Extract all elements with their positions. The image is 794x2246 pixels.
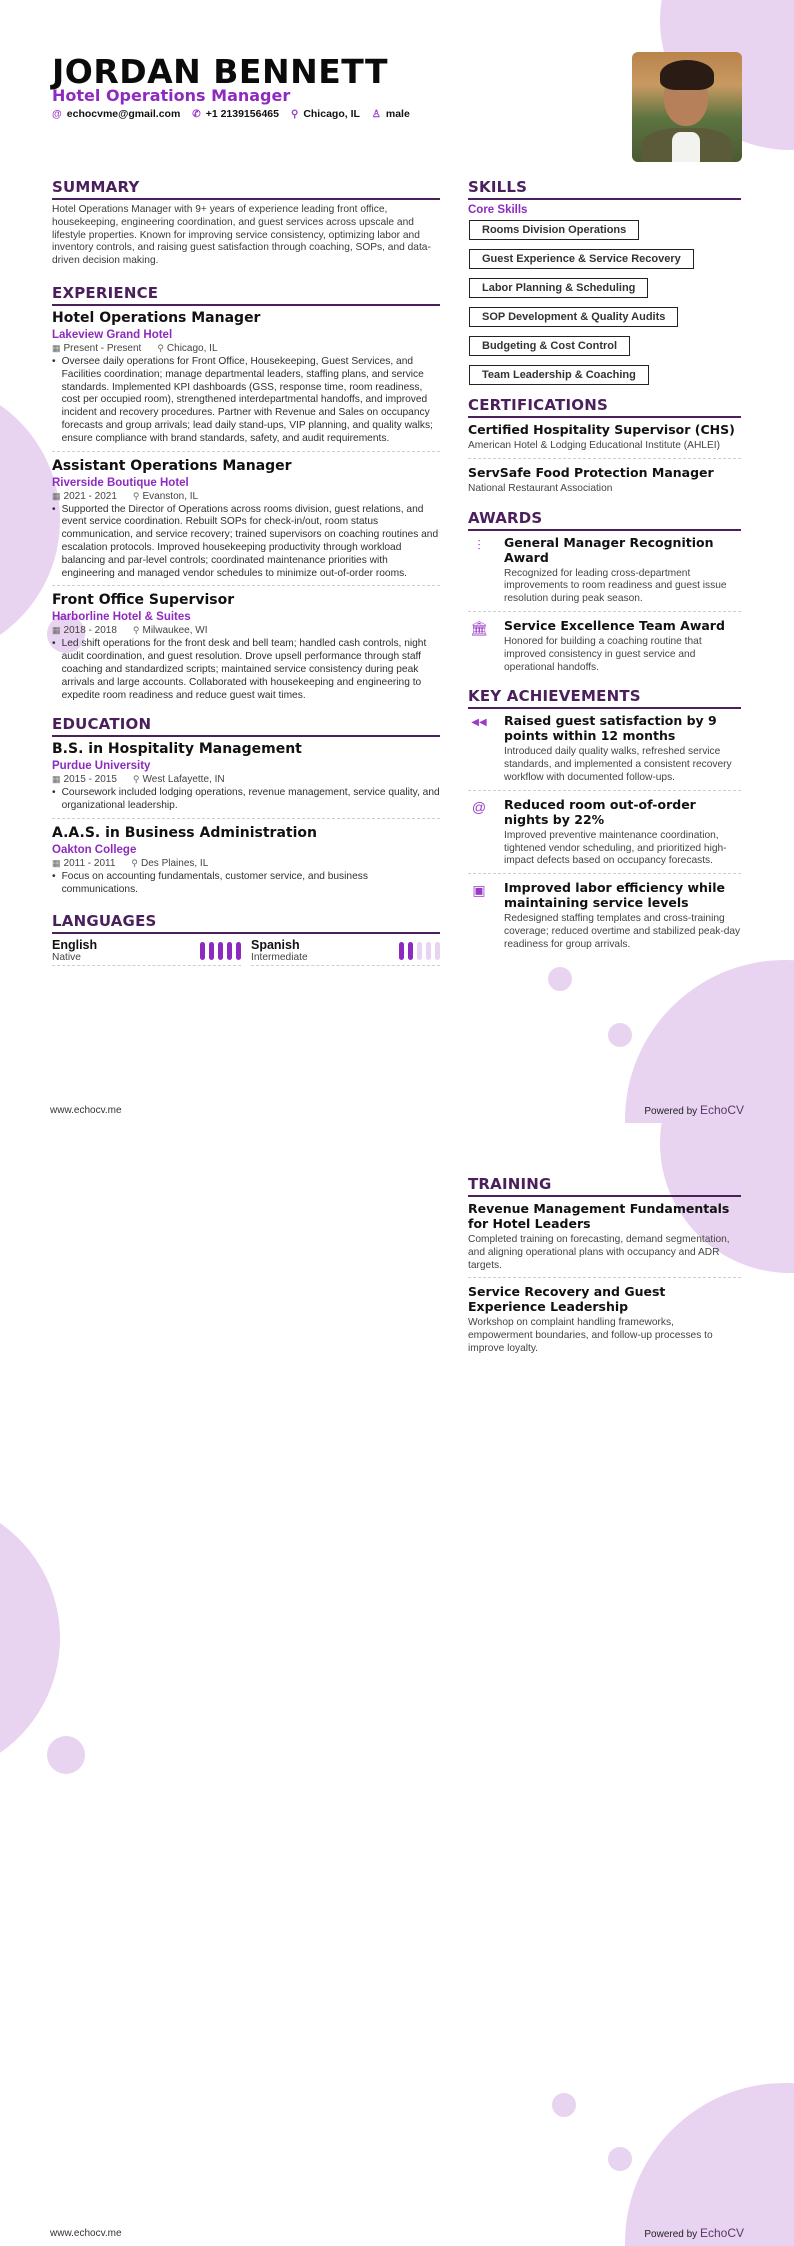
- proficiency-bar: [417, 942, 422, 960]
- right-column-page-2: [468, 1175, 741, 1367]
- footer-website[interactable]: www.echocv.me: [50, 2228, 122, 2239]
- experience-item: [52, 592, 440, 707]
- decor-dot-right-2: [608, 1023, 632, 1047]
- decor-dot-left: [47, 1736, 85, 1774]
- experience-section: [52, 284, 440, 707]
- calendar-icon: ▦: [52, 490, 61, 501]
- location-pin-icon: ⚲: [132, 490, 140, 501]
- employer: Lakeview Grand Hotel: [52, 328, 173, 341]
- decor-dot-right-1: [548, 967, 572, 991]
- calendar-icon: ▦: [52, 774, 61, 785]
- proficiency-bar: [227, 942, 232, 960]
- skill-chip: Team Leadership & Coaching: [469, 365, 649, 385]
- education-location: Des Plaines, IL: [141, 857, 209, 869]
- awards-section: [468, 509, 741, 680]
- footer-powered-by[interactable]: [644, 2226, 744, 2240]
- education-item: [52, 825, 440, 902]
- job-dates: 2021 - 2021: [63, 490, 117, 502]
- phone-icon: ✆: [192, 108, 201, 120]
- contact-phone[interactable]: [192, 108, 279, 120]
- certifications-section: [468, 396, 741, 501]
- at-sign-icon: @: [471, 798, 487, 815]
- experience-heading: EXPERIENCE: [52, 284, 440, 306]
- proficiency-bar: [399, 942, 404, 960]
- email-text: echocvme@gmail.com: [66, 108, 181, 120]
- job-title: Front Office Supervisor: [52, 592, 235, 609]
- training-description: Workshop on complaint handling frameworks, empowerment boundaries, and follow-up processes to improve loyalty.: [468, 1317, 713, 1354]
- awards-heading: AWARDS: [468, 509, 741, 531]
- job-location: Evanston, IL: [142, 490, 199, 502]
- language-name: English: [52, 937, 98, 952]
- contact-gender: [372, 108, 410, 120]
- decor-circle-left: [0, 380, 60, 660]
- skill-chip: Rooms Division Operations: [469, 220, 639, 240]
- language-proficiency-bars: [200, 938, 241, 963]
- proficiency-bar: [236, 942, 241, 960]
- decor-circle-left: [0, 1498, 60, 1778]
- powered-by-text: Powered by: [644, 1106, 698, 1117]
- proficiency-bar: [426, 942, 431, 960]
- achievement-description: Improved preventive maintenance coordination, tightened vendor scheduling, and prioritized high-impact defects based on occupancy forecasts.: [504, 829, 727, 867]
- location-pin-icon: ⚲: [132, 774, 140, 785]
- training-title: Revenue Management Fundamentals for Hotel Leaders: [468, 1201, 730, 1231]
- award-item: [468, 618, 741, 679]
- proficiency-bar: [218, 942, 223, 960]
- location-pin-icon: ⚲: [132, 625, 140, 636]
- certification-item: [468, 422, 741, 459]
- job-meta: [52, 625, 440, 636]
- decor-circle-bottom-right: [625, 2083, 794, 2246]
- skills-heading: SKILLS: [468, 178, 741, 200]
- gender-text: male: [385, 108, 410, 120]
- proficiency-bar: [209, 942, 214, 960]
- achievement-item: [468, 797, 741, 874]
- language-item: [251, 938, 440, 966]
- job-bullet: • Oversee daily operations for Front Office, Housekeeping, Guest Services, and Facilities coordination; manage departmental leaders, staffing plans, and service standards. Implemented KPI dashboards (GSS, response time, room readiness, cost per occupied room), strengthened interdepartmental handoffs, and improved incident and recovery procedures. Partner with Revenue and Sales on occupancy forecasts and group arrivals; lead daily stand-ups, VIP planning, and quality walks; ensure compliance with brand standards, safety, and audit requirements.: [52, 355, 433, 444]
- at-icon: @: [52, 108, 62, 120]
- calendar-icon: ▦: [52, 857, 61, 868]
- contact-email[interactable]: [52, 108, 180, 120]
- experience-item: [52, 458, 440, 587]
- skill-chip: Budgeting & Cost Control: [469, 336, 630, 356]
- location-pin-icon: ⚲: [157, 342, 164, 353]
- certification-title: Certified Hospitality Supervisor (CHS): [468, 422, 735, 437]
- brand-name: EchoCV: [699, 1103, 744, 1117]
- contact-location: [291, 108, 360, 120]
- skill-chip: Labor Planning & Scheduling: [469, 278, 648, 298]
- certification-issuer: National Restaurant Association: [468, 482, 613, 494]
- job-location: Milwaukee, WI: [142, 625, 208, 637]
- training-item: [468, 1284, 741, 1360]
- right-column: [468, 178, 741, 963]
- achievement-description: Introduced daily quality walks, refreshed service standards, and implemented a consistent recovery workflow with documented follow-ups.: [504, 746, 732, 783]
- rewind-icon: ◀◀: [471, 717, 487, 729]
- training-item: [468, 1201, 741, 1278]
- achievement-item: [468, 880, 741, 956]
- education-meta: [52, 858, 440, 869]
- certification-item: [468, 465, 741, 501]
- bank-building-icon: 🏛: [470, 619, 488, 636]
- achievement-title: Improved labor efficiency while maintaining service levels: [504, 880, 725, 911]
- candidate-name: JORDAN BENNETT: [52, 52, 389, 91]
- phone-text: +1 2139156465: [205, 108, 279, 120]
- proficiency-bar: [408, 942, 413, 960]
- school: Purdue University: [52, 760, 151, 773]
- photo-hair: [660, 60, 714, 90]
- languages-list: [52, 938, 440, 966]
- archive-box-icon: ▣: [472, 882, 486, 899]
- education-item: [52, 741, 440, 819]
- training-description: Completed training on forecasting, demand segmentation, and aligning operational plans with occupancy and ADR targets.: [468, 1234, 730, 1271]
- job-bullet: • Led shift operations for the front desk and bell team; handled cash controls, night audit coordination, and guest resolution. Drove upsell performance through staff coaching and standardized scripts; maintained service consistency during peak arrivals and large accounts. Collaborated with housekeeping and engineering to expedite room readiness and reduce guest wait times.: [52, 638, 427, 701]
- profile-photo: [632, 52, 742, 162]
- achievement-description: Redesigned staffing templates and cross-training coverage; reduced overtime and stabilized peak-day readiness for group arrivals.: [504, 913, 741, 950]
- award-item: [468, 535, 741, 612]
- school: Oakton College: [52, 843, 137, 856]
- candidate-title: Hotel Operations Manager: [52, 86, 291, 105]
- job-meta: [52, 491, 440, 502]
- achievement-title: Reduced room out-of-order nights by 22%: [504, 796, 696, 827]
- job-dates: 2018 - 2018: [63, 625, 117, 637]
- decor-circle-bottom-right: [625, 960, 794, 1123]
- left-column: [52, 178, 440, 966]
- education-heading: EDUCATION: [52, 715, 440, 737]
- photo-shirt: [672, 132, 700, 162]
- sliders-icon: ⫶: [477, 536, 481, 553]
- location-pin-icon: ⚲: [131, 857, 139, 868]
- summary-section: [52, 178, 440, 268]
- training-heading: TRAINING: [468, 1175, 741, 1197]
- job-dates: Present - Present: [63, 342, 142, 354]
- footer-powered-by[interactable]: [644, 1103, 744, 1117]
- award-description: Recognized for leading cross-department improvements to room readiness and guest issue resolution during peak season.: [504, 567, 727, 605]
- education-bullet: • Coursework included lodging operations, revenue management, service quality, and organizational leadership.: [52, 787, 440, 812]
- languages-heading: LANGUAGES: [52, 912, 440, 934]
- proficiency-bar: [200, 942, 205, 960]
- certification-title: ServSafe Food Protection Manager: [468, 464, 714, 480]
- skills-list: [468, 220, 741, 394]
- summary-text: Hotel Operations Manager with 9+ years of experience leading front office, housekeeping, engineering coordination, and guest services across upscale and lifestyle properties. Known for improving service consistency, optimizing labor and inventory controls, and raising guest satisfaction through coaching, SOPs, and data-driven decision making.: [52, 204, 431, 267]
- calendar-icon: ▦: [52, 342, 61, 353]
- resume-page-2: [0, 1123, 794, 2246]
- certifications-heading: CERTIFICATIONS: [468, 396, 741, 418]
- award-title: Service Excellence Team Award: [504, 617, 725, 633]
- decor-dot-right-1: [552, 2093, 576, 2117]
- job-title: Hotel Operations Manager: [52, 309, 261, 326]
- skills-section: [468, 178, 741, 394]
- job-location: Chicago, IL: [166, 342, 218, 354]
- employer: Riverside Boutique Hotel: [52, 476, 189, 489]
- summary-heading: SUMMARY: [52, 178, 440, 200]
- proficiency-bar: [435, 942, 440, 960]
- training-section: [468, 1175, 741, 1361]
- language-proficiency-bars: [399, 938, 440, 963]
- degree-title: B.S. in Hospitality Management: [52, 741, 302, 758]
- calendar-icon: ▦: [52, 625, 61, 636]
- contact-bar: [52, 108, 410, 120]
- achievement-title: Raised guest satisfaction by 9 points within 12 months: [504, 713, 717, 744]
- education-bullet: • Focus on accounting fundamentals, customer service, and business communications.: [52, 870, 368, 895]
- training-title: Service Recovery and Guest Experience Leadership: [468, 1284, 666, 1315]
- skills-subheading: Core Skills: [468, 204, 528, 216]
- location-text: Chicago, IL: [303, 108, 360, 120]
- location-pin-icon: ⚲: [290, 108, 299, 120]
- person-icon: ♙: [371, 108, 381, 120]
- job-bullet: • Supported the Director of Operations across rooms division, guest relations, and event service coordination. Rebuilt SOPs for check-in/out, room status communication, and service recovery; trained supervisors on coaching routines and escalation protocols. Improved housekeeping productivity through workload balancing and par-level controls; coordinated maintenance priorities with engineering and managed vendor schedules to minimize out-of-order rooms.: [52, 503, 439, 579]
- experience-item: [52, 310, 440, 452]
- education-section: [52, 715, 440, 901]
- job-meta: [52, 343, 440, 354]
- education-location: West Lafayette, IN: [142, 774, 225, 786]
- skill-chip: Guest Experience & Service Recovery: [469, 249, 694, 269]
- degree-title: A.A.S. in Business Administration: [52, 824, 317, 841]
- languages-section: [52, 912, 440, 966]
- language-item: [52, 938, 241, 966]
- skill-chip: SOP Development & Quality Audits: [469, 307, 678, 327]
- powered-by-text: Powered by: [644, 2229, 698, 2240]
- achievements-heading: KEY ACHIEVEMENTS: [468, 687, 741, 709]
- brand-name: EchoCV: [699, 2226, 744, 2240]
- language-level: Native: [52, 951, 81, 963]
- job-title: Assistant Operations Manager: [52, 457, 292, 474]
- achievement-item: [468, 713, 741, 790]
- award-description: Honored for building a coaching routine that improved consistency in guest service and operational handoffs.: [504, 635, 702, 673]
- certification-issuer: American Hotel & Lodging Educational Institute (AHLEI): [468, 440, 720, 451]
- footer-website[interactable]: www.echocv.me: [50, 1105, 122, 1116]
- employer: Harborline Hotel & Suites: [52, 611, 191, 624]
- language-level: Intermediate: [251, 951, 308, 963]
- achievements-section: [468, 687, 741, 956]
- education-dates: 2015 - 2015: [63, 774, 117, 786]
- decor-dot-right-2: [608, 2147, 632, 2171]
- language-name: Spanish: [251, 937, 300, 952]
- award-title: General Manager Recognition Award: [504, 534, 714, 565]
- education-dates: 2011 - 2011: [63, 857, 116, 869]
- education-meta: [52, 774, 440, 785]
